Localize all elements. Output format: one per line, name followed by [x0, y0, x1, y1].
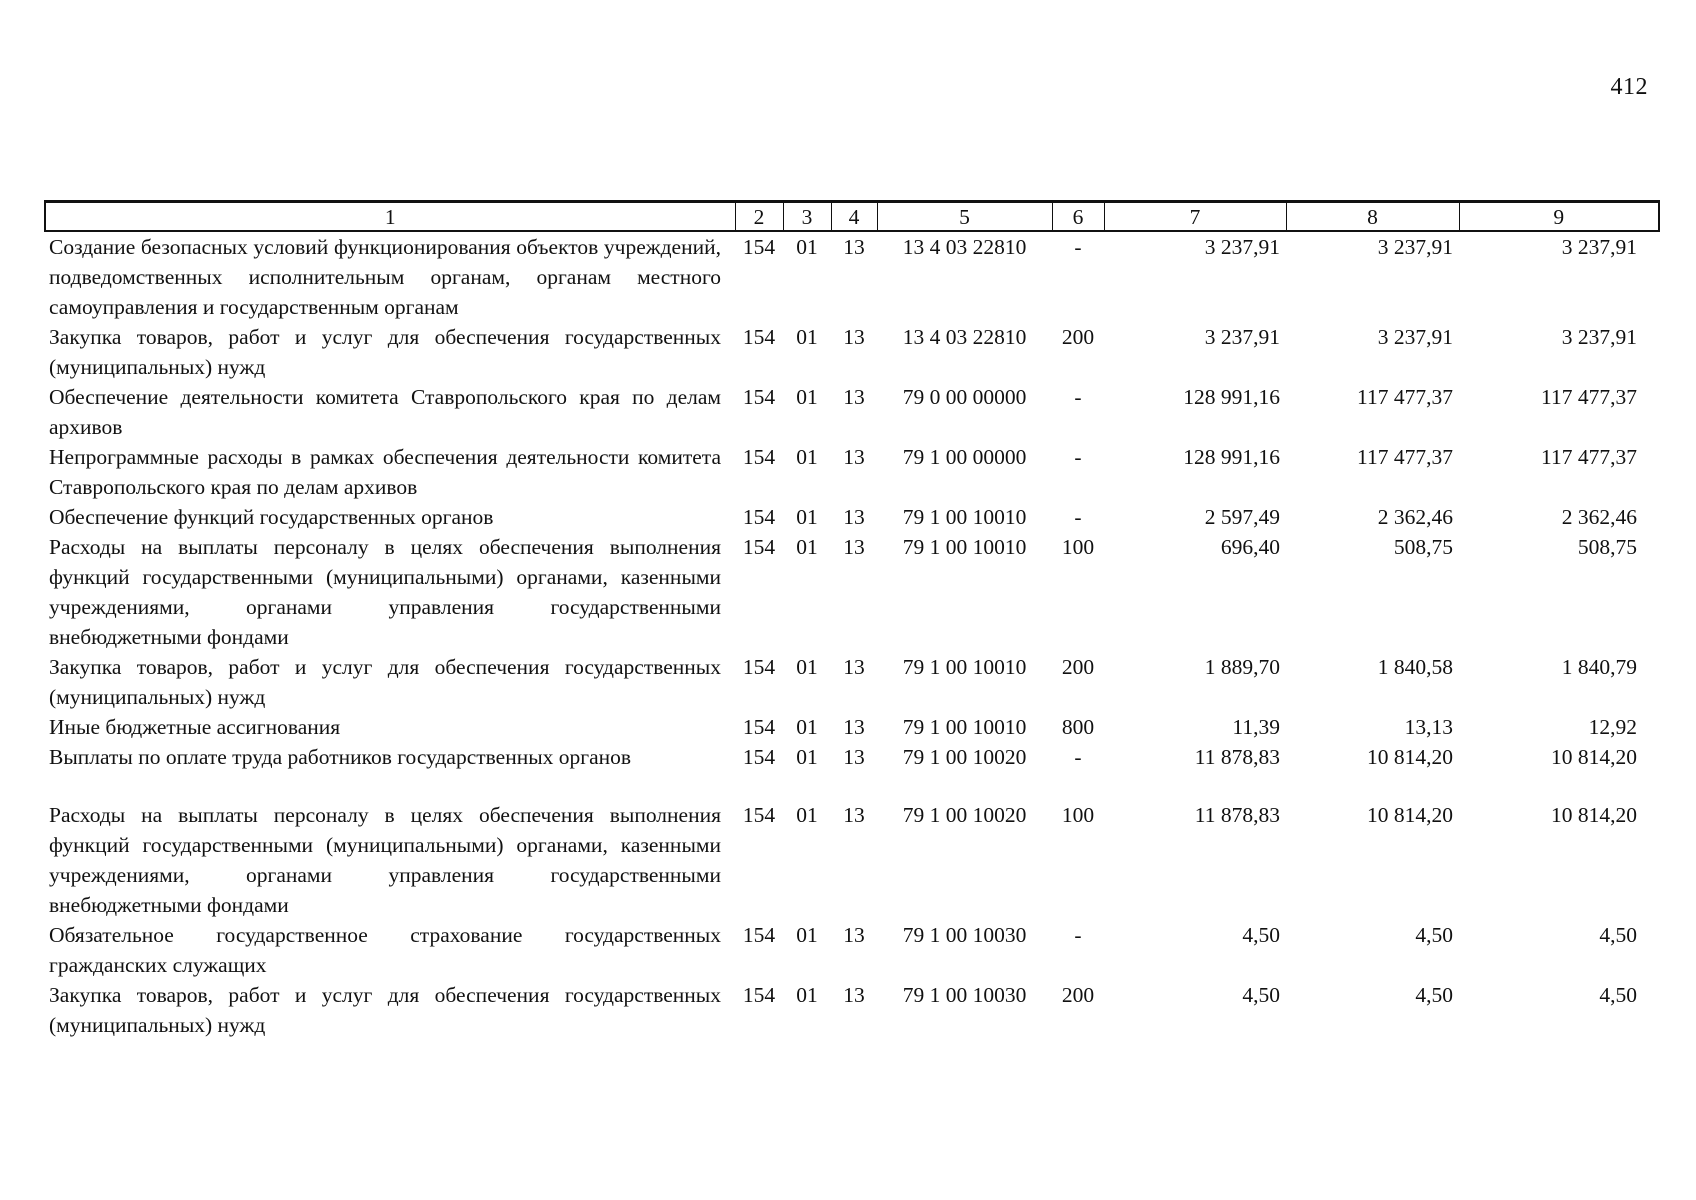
section-code-cell: 01 — [796, 535, 818, 559]
amount-col9-cell: 117 477,37 — [1541, 385, 1637, 409]
subsection-code-cell: 13 — [843, 983, 865, 1007]
row-name-cell: Создание безопасных условий функционирования объектов учреждений, подведомственных исполнительным органам, органам местного самоуправления и государственным органам — [49, 235, 721, 319]
expense-type-cell: 200 — [1061, 325, 1095, 349]
expense-type-cell: - — [1074, 385, 1082, 409]
column-header-1: 1 — [45, 202, 735, 232]
table-row — [45, 502, 1659, 532]
row-name-cell: Обеспечение деятельности комитета Ставропольского края по делам архивов — [49, 385, 721, 439]
column-header-5: 5 — [877, 202, 1052, 232]
row-name-cell: Закупка товаров, работ и услуг для обеспечения государственных (муниципальных) нужд — [49, 983, 721, 1037]
table-row — [45, 742, 1659, 800]
section-code-cell: 01 — [796, 715, 818, 739]
section-code-cell: 01 — [796, 745, 818, 769]
expense-type-cell: 100 — [1061, 803, 1095, 827]
row-name-cell: Расходы на выплаты персоналу в целях обеспечения выполнения функций государственными (муниципальными) органами, казенными учреждениями, органами управления государственными внебюджетными фондами — [49, 803, 721, 917]
section-code-cell: 01 — [796, 445, 818, 469]
ministry-code-cell: 154 — [742, 803, 776, 827]
subsection-code-cell: 13 — [843, 535, 865, 559]
section-code-cell: 01 — [796, 505, 818, 529]
page-number: 412 — [1610, 74, 1648, 100]
amount-col7-cell: 4,50 — [1242, 923, 1280, 947]
amount-col7-cell: 4,50 — [1242, 983, 1280, 1007]
amount-col7-cell: 3 237,91 — [1204, 325, 1280, 349]
expense-type-cell: 800 — [1061, 715, 1095, 739]
section-code-cell: 01 — [796, 803, 818, 827]
amount-col7-cell: 128 991,16 — [1183, 445, 1280, 469]
ministry-code-cell: 154 — [742, 235, 776, 259]
target-article-cell: 79 1 00 10020 — [902, 803, 1027, 827]
amount-col7-cell: 11 878,83 — [1194, 745, 1280, 769]
subsection-code-cell: 13 — [843, 655, 865, 679]
amount-col8-cell: 13,13 — [1404, 715, 1453, 739]
section-code-cell: 01 — [796, 385, 818, 409]
amount-col8-cell: 508,75 — [1393, 535, 1453, 559]
expense-type-cell: 200 — [1061, 983, 1095, 1007]
amount-col9-cell: 4,50 — [1599, 923, 1637, 947]
table-header-row — [45, 202, 1659, 232]
table-row — [45, 382, 1659, 442]
amount-col9-cell: 2 362,46 — [1561, 505, 1637, 529]
amount-col7-cell: 696,40 — [1220, 535, 1280, 559]
ministry-code-cell: 154 — [742, 445, 776, 469]
row-name-cell: Иные бюджетные ассигнования — [49, 715, 341, 739]
target-article-cell: 79 1 00 10010 — [902, 505, 1027, 529]
amount-col7-cell: 11,39 — [1232, 715, 1280, 739]
column-header-4: 4 — [831, 202, 877, 232]
amount-col8-cell: 3 237,91 — [1377, 235, 1453, 259]
amount-col8-cell: 3 237,91 — [1377, 325, 1453, 349]
target-article-cell: 79 1 00 10010 — [902, 655, 1027, 679]
target-article-cell: 79 0 00 00000 — [902, 385, 1027, 409]
row-name-cell: Закупка товаров, работ и услуг для обеспечения государственных (муниципальных) нужд — [49, 655, 721, 709]
table-row — [45, 652, 1659, 712]
amount-col9-cell: 117 477,37 — [1541, 445, 1637, 469]
expense-type-cell: 200 — [1061, 655, 1095, 679]
column-header-6: 6 — [1052, 202, 1104, 232]
amount-col8-cell: 117 477,37 — [1357, 445, 1453, 469]
row-name-cell: Выплаты по оплате труда работников государственных органов — [49, 745, 632, 769]
target-article-cell: 79 1 00 10030 — [902, 923, 1027, 947]
table-row — [45, 231, 1659, 322]
target-article-cell: 13 4 03 22810 — [902, 325, 1027, 349]
amount-col8-cell: 1 840,58 — [1377, 655, 1453, 679]
subsection-code-cell: 13 — [843, 445, 865, 469]
column-header-2: 2 — [735, 202, 783, 232]
subsection-code-cell: 13 — [843, 505, 865, 529]
row-name-cell: Закупка товаров, работ и услуг для обеспечения государственных (муниципальных) нужд — [49, 325, 721, 379]
table-row — [45, 920, 1659, 980]
row-name-cell: Расходы на выплаты персоналу в целях обеспечения выполнения функций государственными (муниципальными) органами, казенными учреждениями, органами управления государственными внебюджетными фондами — [49, 535, 721, 649]
amount-col8-cell: 10 814,20 — [1367, 745, 1453, 769]
target-article-cell: 79 1 00 10020 — [902, 745, 1027, 769]
subsection-code-cell: 13 — [843, 385, 865, 409]
column-header-8: 8 — [1286, 202, 1459, 232]
expense-type-cell: - — [1074, 235, 1082, 259]
column-header-9: 9 — [1459, 202, 1659, 232]
amount-col7-cell: 2 597,49 — [1204, 505, 1280, 529]
subsection-code-cell: 13 — [843, 745, 865, 769]
amount-col8-cell: 4,50 — [1415, 923, 1453, 947]
amount-col9-cell: 508,75 — [1577, 535, 1637, 559]
ministry-code-cell: 154 — [742, 983, 776, 1007]
table-row — [45, 712, 1659, 742]
amount-col9-cell: 12,92 — [1588, 715, 1637, 739]
table-body — [45, 231, 1659, 1040]
ministry-code-cell: 154 — [742, 745, 776, 769]
ministry-code-cell: 154 — [742, 325, 776, 349]
column-header-3: 3 — [783, 202, 831, 232]
budget-table — [44, 200, 1660, 1040]
target-article-cell: 13 4 03 22810 — [902, 235, 1027, 259]
amount-col7-cell: 3 237,91 — [1204, 235, 1280, 259]
ministry-code-cell: 154 — [742, 655, 776, 679]
amount-col9-cell: 10 814,20 — [1551, 745, 1637, 769]
amount-col8-cell: 2 362,46 — [1377, 505, 1453, 529]
ministry-code-cell: 154 — [742, 505, 776, 529]
amount-col7-cell: 128 991,16 — [1183, 385, 1280, 409]
expense-type-cell: - — [1074, 505, 1082, 529]
amount-col7-cell: 11 878,83 — [1194, 803, 1280, 827]
row-name-cell: Обеспечение функций государственных органов — [49, 505, 494, 529]
amount-col8-cell: 117 477,37 — [1357, 385, 1453, 409]
amount-col9-cell: 10 814,20 — [1551, 803, 1637, 827]
ministry-code-cell: 154 — [742, 535, 776, 559]
expense-type-cell: - — [1074, 445, 1082, 469]
amount-col9-cell: 1 840,79 — [1561, 655, 1637, 679]
table-row — [45, 800, 1659, 920]
row-name-cell: Обязательное государственное страхование государственных гражданских служащих — [49, 923, 721, 977]
amount-col9-cell: 4,50 — [1599, 983, 1637, 1007]
subsection-code-cell: 13 — [843, 803, 865, 827]
subsection-code-cell: 13 — [843, 325, 865, 349]
row-name-cell: Непрограммные расходы в рамках обеспечения деятельности комитета Ставропольского края по делам архивов — [49, 445, 721, 499]
column-header-7: 7 — [1104, 202, 1286, 232]
table-row — [45, 980, 1659, 1040]
amount-col9-cell: 3 237,91 — [1561, 325, 1637, 349]
subsection-code-cell: 13 — [843, 923, 865, 947]
ministry-code-cell: 154 — [742, 715, 776, 739]
amount-col7-cell: 1 889,70 — [1204, 655, 1280, 679]
section-code-cell: 01 — [796, 923, 818, 947]
target-article-cell: 79 1 00 00000 — [902, 445, 1027, 469]
table-row — [45, 322, 1659, 382]
target-article-cell: 79 1 00 10010 — [902, 715, 1027, 739]
target-article-cell: 79 1 00 10010 — [902, 535, 1027, 559]
section-code-cell: 01 — [796, 983, 818, 1007]
amount-col9-cell: 3 237,91 — [1561, 235, 1637, 259]
amount-col8-cell: 4,50 — [1415, 983, 1453, 1007]
target-article-cell: 79 1 00 10030 — [902, 983, 1027, 1007]
table-row — [45, 532, 1659, 652]
section-code-cell: 01 — [796, 325, 818, 349]
expense-type-cell: - — [1074, 745, 1082, 769]
subsection-code-cell: 13 — [843, 715, 865, 739]
amount-col8-cell: 10 814,20 — [1367, 803, 1453, 827]
subsection-code-cell: 13 — [843, 235, 865, 259]
ministry-code-cell: 154 — [742, 385, 776, 409]
ministry-code-cell: 154 — [742, 923, 776, 947]
expense-type-cell: 100 — [1061, 535, 1095, 559]
section-code-cell: 01 — [796, 235, 818, 259]
expense-type-cell: - — [1074, 923, 1082, 947]
table-row — [45, 442, 1659, 502]
section-code-cell: 01 — [796, 655, 818, 679]
